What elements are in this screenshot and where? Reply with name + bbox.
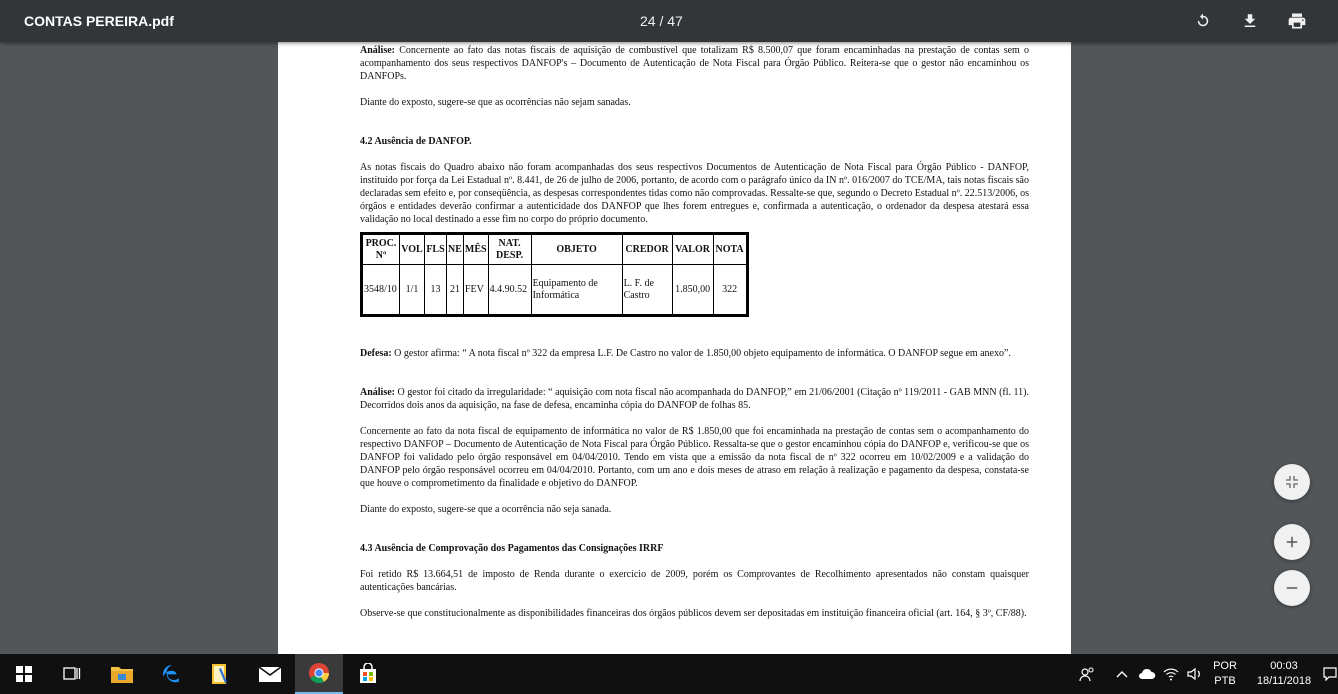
paragraph-text: Concernente ao fato das notas fiscais de aquisição de combustível que totalizam R$ 8.500,07 que foram encaminhadas na prestação de contas sem o acompanhamento dos seus respectivos DANFOP's – Documento de Autenticação de Nota Fiscal para Órgão Público. Reitera-se que o gestor não encaminhou os DANFOPs.	[360, 45, 1029, 82]
table-cell: L. F. de Castro	[622, 265, 672, 315]
store-icon	[357, 663, 379, 685]
paragraph-conclusion-2: Diante do exposto, sugere-se que a ocorrência não seja sanada.	[360, 504, 612, 515]
table-header: NE	[447, 235, 464, 265]
label-defesa: Defesa:	[360, 348, 392, 359]
file-explorer-button[interactable]	[98, 654, 146, 694]
taskbar	[0, 654, 1338, 694]
people-icon	[1079, 666, 1095, 682]
table-cell: 3548/10	[363, 265, 400, 315]
onedrive-button[interactable]	[1136, 654, 1158, 694]
paragraph-text: O gestor afirma: “ A nota fiscal nº 322 da empresa L.F. De Castro no valor de 1.850,00 objeto equipamento de informática. O DANFOP segue em anexo”.	[391, 348, 1011, 359]
chrome-button[interactable]	[295, 654, 343, 694]
table-cell: 1.850,00	[672, 265, 713, 315]
task-view-button[interactable]	[48, 654, 96, 694]
fit-page-icon	[1284, 474, 1300, 490]
section-heading-4-3	[360, 542, 1029, 555]
speaker-icon	[1187, 667, 1203, 681]
notes-app-button[interactable]	[196, 654, 244, 694]
edge-icon	[161, 663, 183, 685]
print-button[interactable]	[1285, 9, 1309, 33]
paragraph-text: O gestor foi citado da irregularidade: “ aquisição com nota fiscal não acompanhada do DANFOP,” em 21/06/2001 (Citação nº 119/2011 - GAB MNN (fl. 11). Decorridos dois anos da aquisição, na fase de defesa, encaminha cópia do DANFOP de folhas 85.	[360, 387, 1029, 411]
heading-text: 4.2 Ausência de DANFOP.	[360, 136, 472, 147]
show-hidden-icons-button[interactable]	[1112, 654, 1132, 694]
table-header: OBJETO	[531, 235, 622, 265]
fit-to-page-button[interactable]	[1274, 464, 1310, 500]
paragraph-analise-2	[360, 386, 1029, 412]
mail-button[interactable]	[246, 654, 294, 694]
notification-icon	[1323, 667, 1337, 681]
clock-time: 00:03	[1270, 660, 1298, 672]
plus-icon	[1285, 535, 1299, 549]
table-header-row	[363, 235, 747, 265]
minus-icon	[1285, 581, 1299, 595]
heading-text: 4.3 Ausência de Comprovação dos Pagamentos das Consignações IRRF	[360, 543, 664, 554]
table-header: VOL	[400, 235, 425, 265]
notas-table	[360, 232, 749, 317]
paragraph-conclusion-1: Diante do exposto, sugere-se que as ocorrências não sejam sanadas.	[360, 97, 631, 108]
clock-date: 18/11/2018	[1256, 675, 1312, 687]
store-button[interactable]	[344, 654, 392, 694]
table-header: VALOR	[672, 235, 713, 265]
paragraph-irrf: Foi retido R$ 13.664,51 de imposto de Renda durante o exercício de 2009, porém os Comprovantes de Recolhimento apresentados não constam quaisquer autenticações bancárias.	[360, 569, 1029, 593]
paragraph-analise-1	[360, 44, 1029, 83]
people-button[interactable]	[1076, 654, 1098, 694]
table-cell: 21	[447, 265, 464, 315]
table-header: FLS	[425, 235, 447, 265]
table-header: CREDOR	[622, 235, 672, 265]
page-content	[360, 44, 1029, 620]
pdf-toolbar	[0, 0, 1338, 42]
label-analise: Análise:	[360, 45, 395, 56]
table-header: PROC. Nº	[363, 235, 400, 265]
start-button[interactable]	[0, 654, 48, 694]
wifi-icon	[1163, 667, 1179, 681]
table-header: MÊS	[463, 235, 488, 265]
table-row	[363, 265, 747, 315]
task-view-icon	[63, 666, 81, 682]
rotate-button[interactable]	[1191, 9, 1215, 33]
table-cell: 1/1	[400, 265, 425, 315]
paragraph-defesa	[360, 347, 1029, 360]
label-analise: Análise:	[360, 387, 395, 398]
document-title: CONTAS PEREIRA.pdf	[24, 13, 174, 29]
folder-icon	[110, 664, 134, 684]
table-cell: Equipamento de Informática	[531, 265, 622, 315]
paragraph-concernente: Concernente ao fato da nota fiscal de equipamento de informática no valor de R$ 1.850,00 que foi encaminhada na prestação de contas sem o acompanhamento do respectivo DANFOP – Documento de Autenticação de Nota Fiscal para Órgão Público. Ressalta-se que o gestor encaminhou cópia do DANFOP e, verificou-se que os DANFOP foi validado pelo órgão responsável em 04/04/2010. Tendo em vista que a emissão da nota fiscal de nº 322 ocorreu em 10/02/2009 e a validação do DANFOP pelo órgão responsável ocorreu em 04/04/2010. Portanto, com um ano e dois meses de atraso em relação à realização e pagamento da despesa, constata-se que houve o comprometimento da finalidade e objetivo do DANFOP.	[360, 426, 1029, 489]
paragraph-danfop: As notas fiscais do Quadro abaixo não foram acompanhadas dos seus respectivos Documentos de Autenticação de Nota Fiscal para Órgão Público - DANFOP, instituído por força da Lei Estadual nº. 8.441, de 26 de julho de 2006, portanto, de acordo com o parágrafo único da IN nº. 016/2007 do TCE/MA, tais notas fiscais são declaradas sem efeito e, por conseqüência, as despesas correspondentes tidas como não comprovadas. Ressalte-se que, segundo o Decreto Estadual nº. 22.513/2006, os órgãos e entidades deverão confirmar a autenticidade dos DANFOP que lhes forem entregues e, confirmada a autenticação, o ordenador da despesa atestará essa validação no local destinado a esse fim no corpo do próprio documento.	[360, 162, 1029, 225]
table-cell: FEV	[463, 265, 488, 315]
windows-icon	[16, 666, 32, 682]
pdf-page	[278, 0, 1071, 654]
print-icon	[1287, 11, 1307, 31]
rotate-icon	[1194, 12, 1212, 30]
section-heading-4-2	[360, 135, 1029, 148]
download-button[interactable]	[1238, 9, 1262, 33]
table-header: NOTA	[713, 235, 746, 265]
keyboard-layout: PTB	[1214, 675, 1236, 687]
download-icon	[1241, 12, 1259, 30]
table-cell: 13	[425, 265, 447, 315]
page-indicator[interactable]: 24 / 47	[640, 13, 683, 29]
zoom-in-button[interactable]	[1274, 524, 1310, 560]
network-button[interactable]	[1160, 654, 1182, 694]
action-center-button[interactable]	[1322, 654, 1338, 694]
table-cell: 4.4.90.52	[488, 265, 531, 315]
edge-button[interactable]	[148, 654, 196, 694]
chrome-icon	[308, 662, 330, 684]
volume-button[interactable]	[1184, 654, 1206, 694]
language-code: POR	[1213, 660, 1237, 672]
clock[interactable]	[1244, 659, 1324, 689]
mail-icon	[258, 665, 282, 683]
zoom-out-button[interactable]	[1274, 570, 1310, 606]
table-header: NAT. DESP.	[488, 235, 531, 265]
paragraph-constitucional: Observe-se que constitucionalmente as disponibilidades financeiras dos órgãos públicos devem ser depositadas em instituição financeira oficial (art. 164, § 3º, CF/88).	[360, 608, 1027, 619]
chevron-up-icon	[1116, 670, 1128, 678]
cloud-icon	[1138, 668, 1156, 680]
table-cell: 322	[713, 265, 746, 315]
input-language-indicator[interactable]	[1205, 659, 1245, 689]
notes-icon	[209, 662, 231, 686]
